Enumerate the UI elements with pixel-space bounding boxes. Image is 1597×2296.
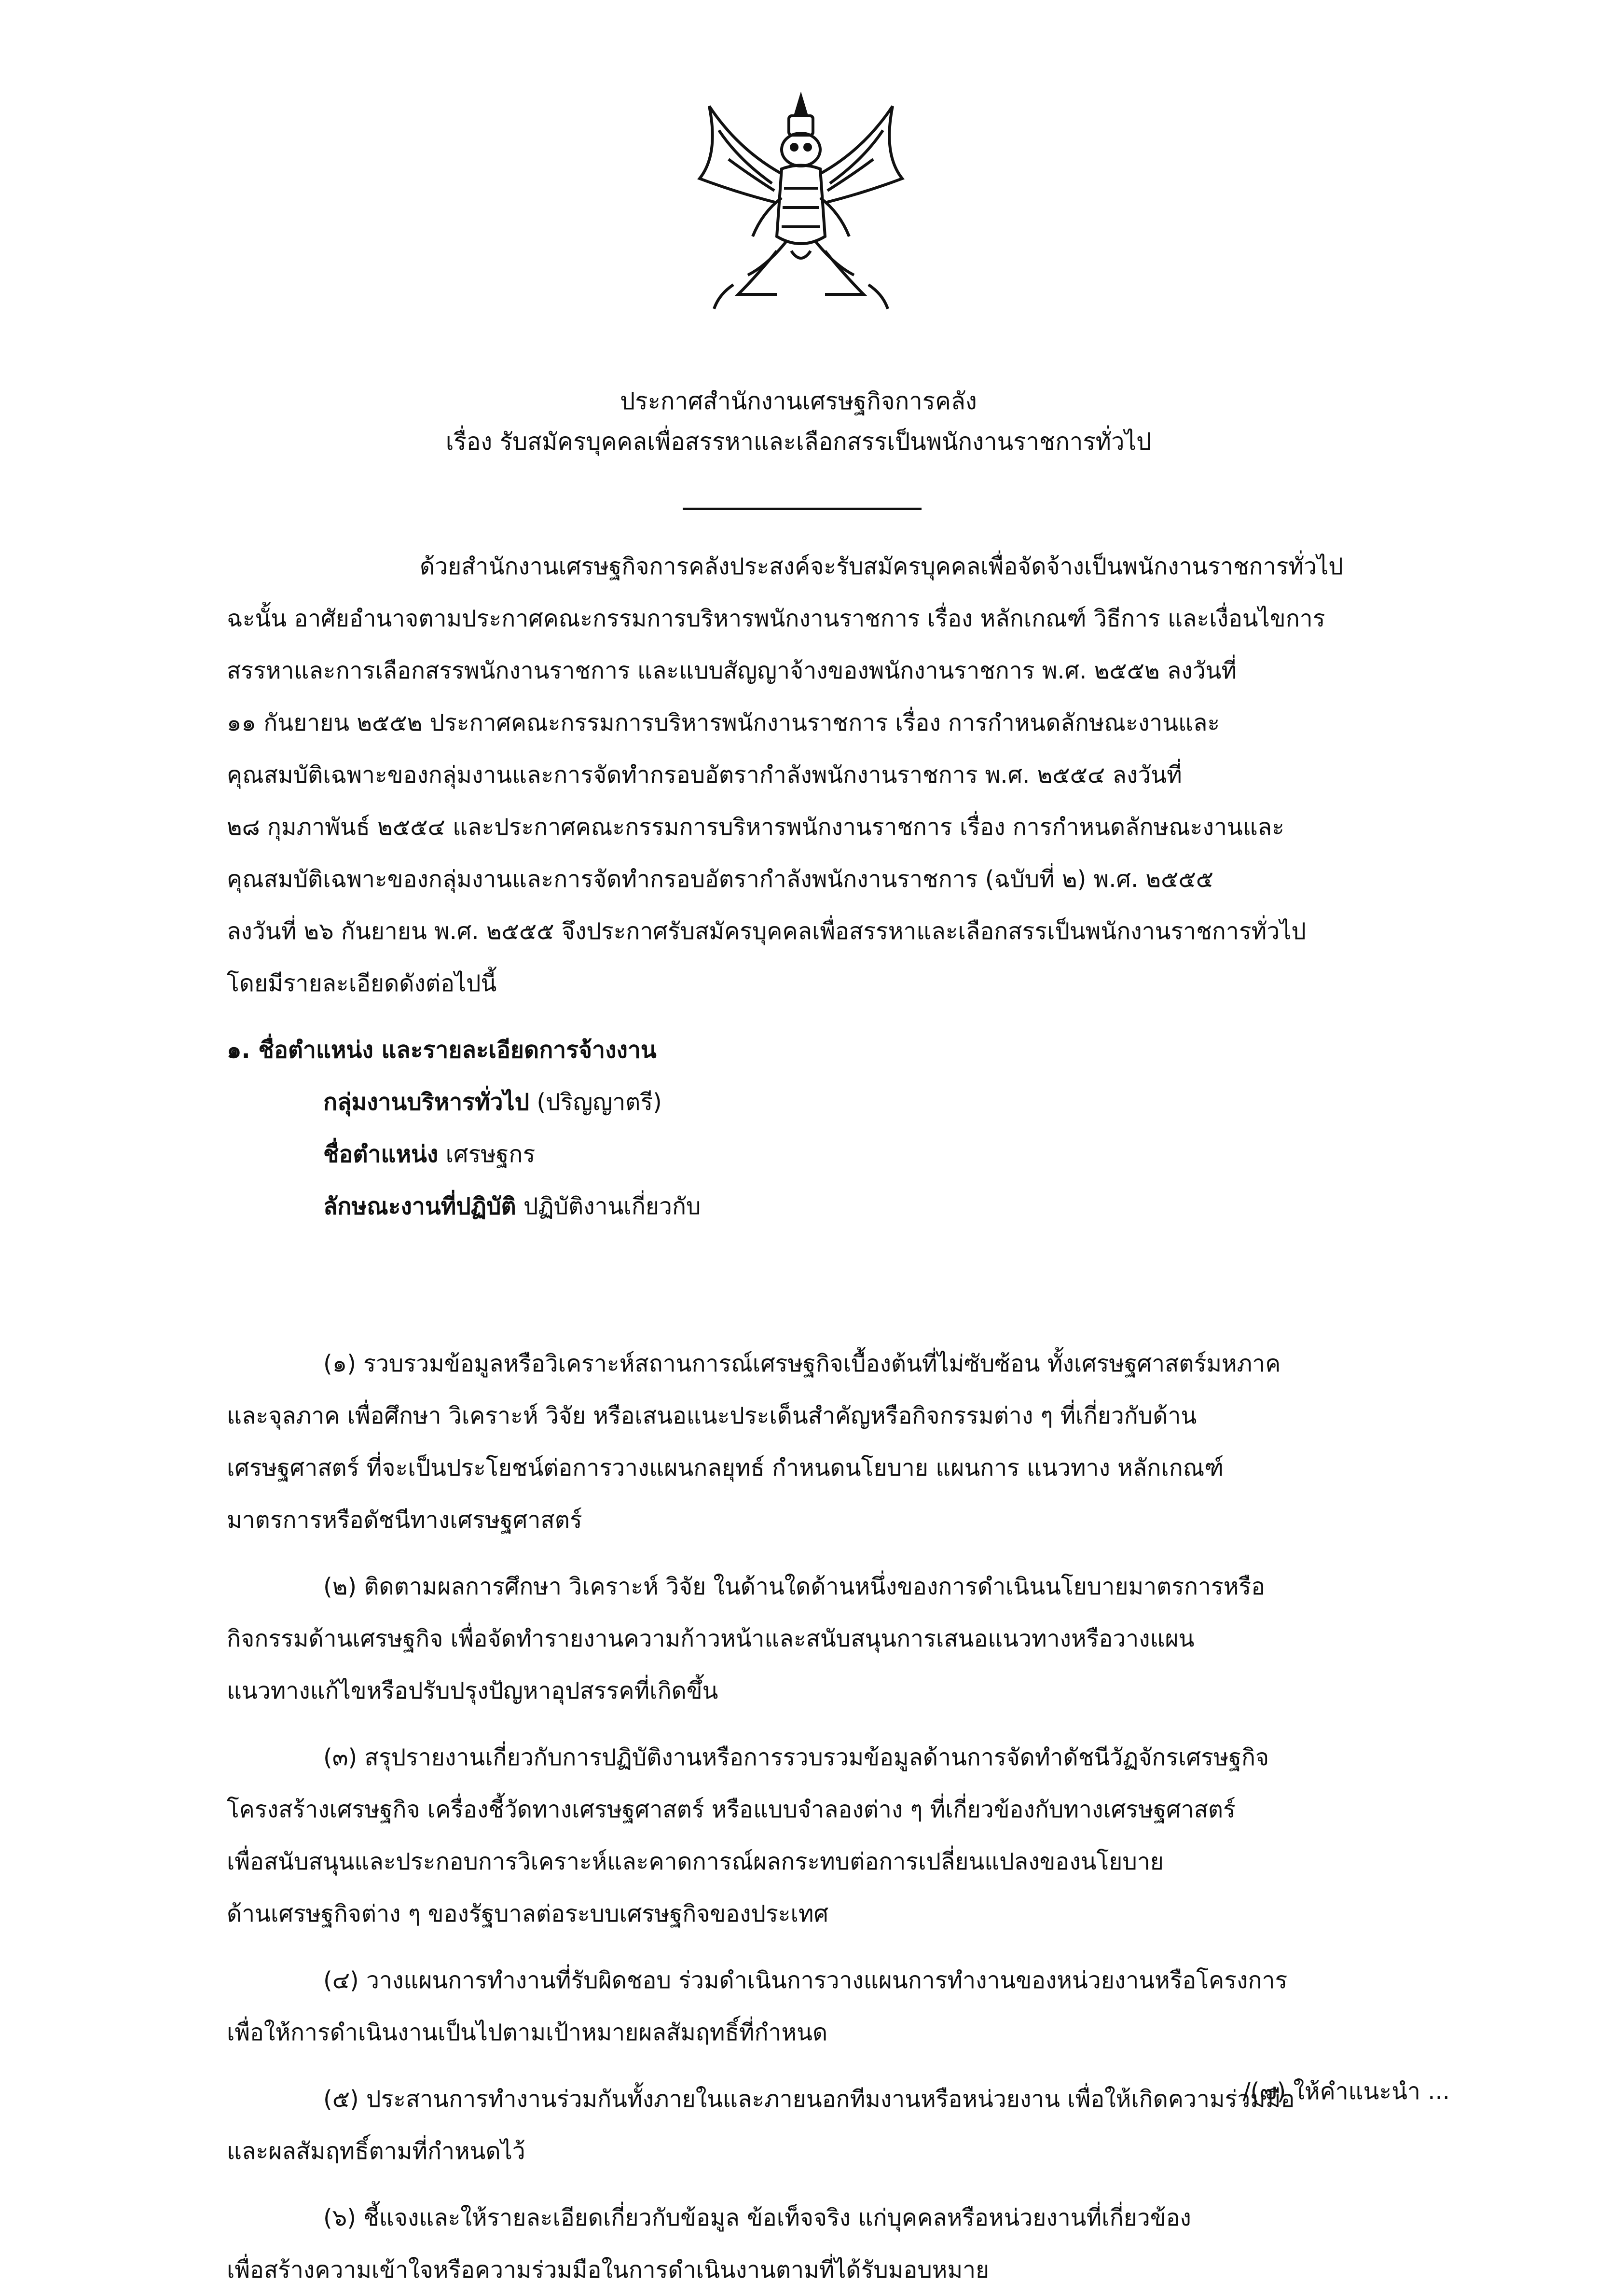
intro-paragraph	[227, 540, 1447, 1010]
duty-value: ปฏิบัติงานเกี่ยวกับ	[516, 1193, 701, 1220]
intro-line: โดยมีรายละเอียดดังต่อไปนี้	[227, 970, 497, 997]
intro-line: ๑๑ กันยายน ๒๕๕๒ ประกาศคณะกรรมการบริหารพนักงานราชการ เรื่อง การกำหนดลักษณะงานและ	[227, 709, 1220, 736]
duty-item: (๕) ประสานการทำงานร่วมกันทั้งภายในและภายนอกทีมงานหรือหน่วยงาน เพื่อให้เกิดความร่วมมือ และผลสัมฤทธิ์ตามที่กำหนดไว้	[227, 2086, 1295, 2165]
duty-description	[227, 1180, 1447, 1232]
duty-item: (๑) รวบรวมข้อมูลหรือวิเคราะห์สถานการณ์เศรษฐกิจเบื้องต้นที่ไม่ซับซ้อน ทั้งเศรษฐศาสตร์มหภาค และจุลภาค เพื่อศึกษา วิเคราะห์ วิจัย หรือเสนอแนะประเด็นสำคัญหรือกิจกรรมต่าง ๆ ที่เกี่ยวกับด้าน เศรษฐศาสตร์ ที่จะเป็นประโยชน์ต่อการวางแผนกลยุทธ์ กำหนดนโยบาย แผนการ แนวทาง หลักเกณฑ์ มาตรการหรือดัชนีทางเศรษฐศาสตร์	[227, 1350, 1281, 1534]
position-name	[227, 1128, 1447, 1180]
job-group	[227, 1076, 1447, 1128]
intro-line: ด้วยสำนักงานเศรษฐกิจการคลังประสงค์จะรับสมัครบุคคลเพื่อจัดจ้างเป็นพนักงานราชการทั่วไป	[420, 553, 1343, 580]
duty-item: (๔) วางแผนการทำงานที่รับผิดชอบ ร่วมดำเนินการวางแผนการทำงานของหน่วยงานหรือโครงการ เพื่อให้การดำเนินงานเป็นไปตามเป้าหมายผลสัมฤทธิ์ที่กำหนด	[227, 1967, 1288, 2046]
duty-item: (๓) สรุปรายงานเกี่ยวกับการปฏิบัติงานหรือการรวบรวมข้อมูลด้านการจัดทำดัชนีวัฏจักรเศรษฐกิจ โครงสร้างเศรษฐกิจ เครื่องชี้วัดทางเศรษฐศาสตร์ หรือแบบจำลองต่าง ๆ ที่เกี่ยวข้องกับทางเศรษฐศาสตร์ เพื่อสนับสนุนและประกอบการวิเคราะห์และคาดการณ์ผลกระทบต่อการเปลี่ยนแปลงของนโยบาย ด้านเศรษฐกิจต่าง ๆ ของรัฐบาลต่อระบบเศรษฐกิจของประเทศ	[227, 1744, 1269, 1927]
position-value: เศรษฐกร	[438, 1141, 536, 1168]
intro-line: ๒๘ กุมภาพันธ์ ๒๕๕๔ และประกาศคณะกรรมการบริหารพนักงานราชการ เรื่อง การกำหนดลักษณะงานและ	[227, 814, 1284, 841]
intro-line: ลงวันที่ ๒๖ กันยายน พ.ศ. ๒๕๕๕ จึงประกาศรับสมัครบุคคลเพื่อสรรหาและเลือกสรรเป็นพนักงานราชการทั่วไป	[227, 918, 1306, 945]
duty-label: ลักษณะงานที่ปฏิบัติ	[323, 1193, 516, 1220]
section-heading: ๑. ชื่อตำแหน่ง และรายละเอียดการจ้างงาน	[227, 1037, 657, 1064]
intro-line: สรรหาและการเลือกสรรพนักงานราชการ และแบบสัญญาจ้างของพนักงานราชการ พ.ศ. ๒๕๕๒ ลงวันที่	[227, 657, 1237, 684]
announcement-title	[0, 381, 1597, 462]
intro-line: ฉะนั้น อาศัยอำนาจตามประกาศคณะกรรมการบริหารพนักงานราชการ เรื่อง หลักเกณฑ์ วิธีการ และเงื่อนไขการ	[227, 605, 1325, 632]
job-group-label: กลุ่มงานบริหารทั่วไป	[323, 1089, 530, 1116]
duty-item: (๒) ติดตามผลการศึกษา วิเคราะห์ วิจัย ในด้านใดด้านหนึ่งของการดำเนินนโยบายมาตรการหรือ กิจกรรมด้านเศรษฐกิจ เพื่อจัดทำรายงานความก้าวหน้าและสนับสนุนการเสนอแนวทางหรือวางแผน แนวทางแก้ไขหรือปรับปรุงปัญหาอุปสรรคที่เกิดขึ้น	[227, 1573, 1266, 1704]
garuda-emblem-icon	[680, 92, 922, 314]
title-underline	[683, 508, 922, 510]
duty-item: (๖) ชี้แจงและให้รายละเอียดเกี่ยวกับข้อมูล ข้อเท็จจริง แก่บุคคลหรือหน่วยงานที่เกี่ยวข้อง เพื่อสร้างความเข้าใจหรือความร่วมมือในการดำเนินงานตามที่ได้รับมอบหมาย	[227, 2204, 1191, 2283]
job-group-value: (ปริญญาตรี)	[529, 1089, 662, 1116]
title-subject: เรื่อง รับสมัครบุคคลเพื่อสรรหาและเลือกสรรเป็นพนักงานราชการทั่วไป	[445, 428, 1152, 456]
title-issuer: ประกาศสำนักงานเศรษฐกิจการคลัง	[620, 387, 977, 415]
intro-line: คุณสมบัติเฉพาะของกลุ่มงานและการจัดทำกรอบอัตรากำลังพนักงานราชการ พ.ศ. ๒๕๕๔ ลงวันที่	[227, 761, 1182, 788]
intro-line: คุณสมบัติเฉพาะของกลุ่มงานและการจัดทำกรอบอัตรากำลังพนักงานราชการ (ฉบับที่ ๒) พ.ศ. ๒๕๕๕	[227, 866, 1214, 893]
duty-items	[227, 1338, 1447, 2296]
position-label: ชื่อตำแหน่ง	[323, 1141, 439, 1168]
section-1	[227, 1024, 1447, 1232]
continuation-note: /(๗) ให้คำแนะนำ ...	[1242, 2078, 1450, 2105]
